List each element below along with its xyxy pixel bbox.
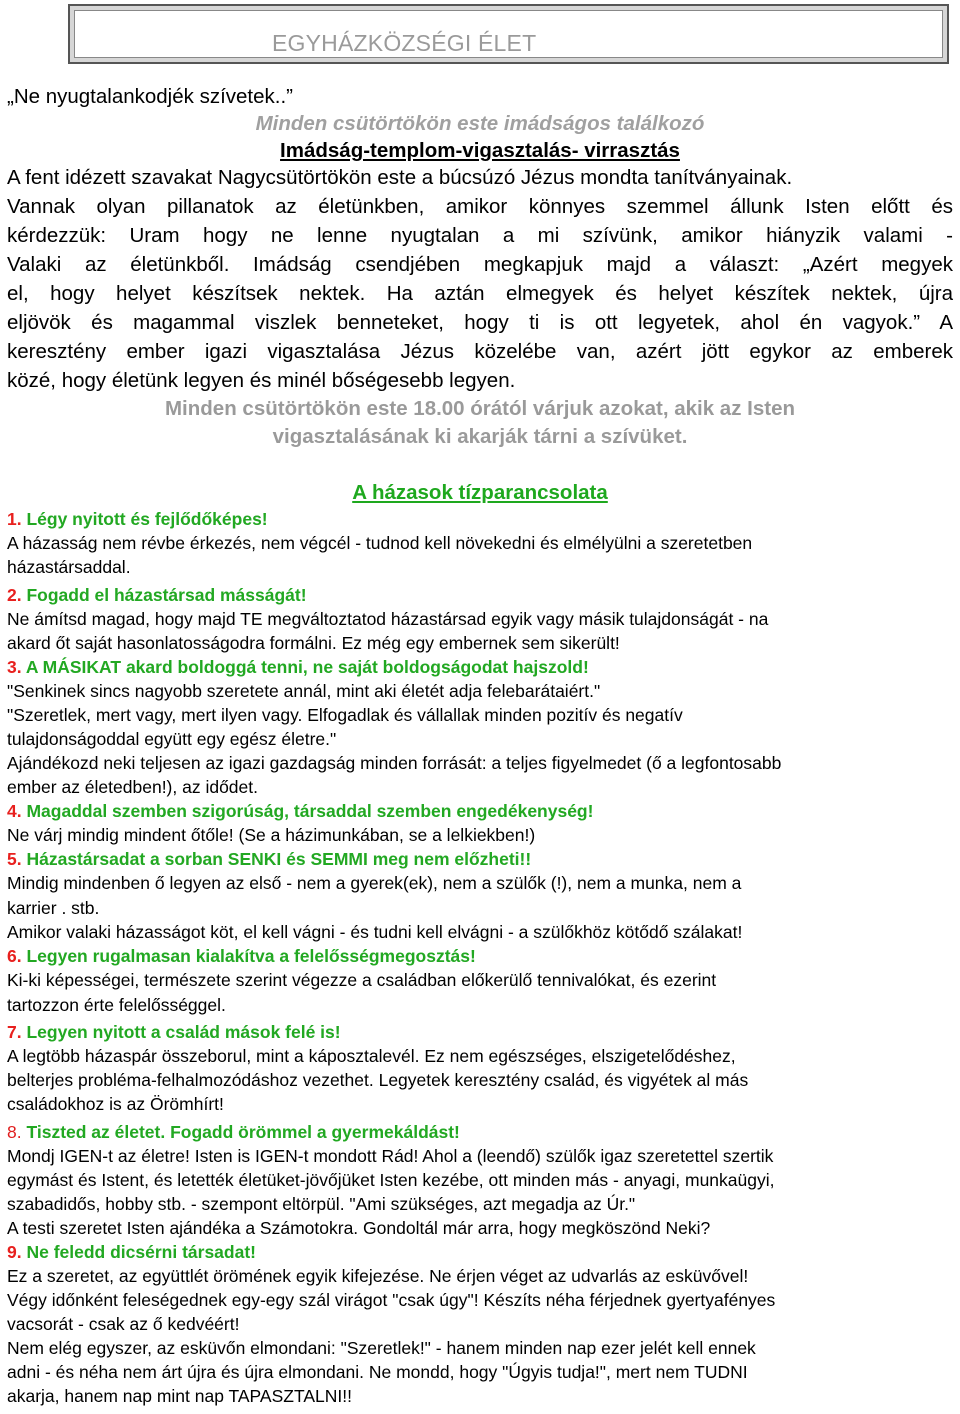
body-line: tartozzon érte felelősséggel. <box>7 995 226 1015</box>
body-line: Amikor valaki házasságot köt, el kell vágni - és tudni kell elvágni - a szülőkhöz kötődő szálakat! <box>7 922 743 942</box>
body-line: Valaki az életünkből. Imádság csendjében megkapjuk majd a választ: „Azért megyek <box>7 253 953 276</box>
commandment-text: Házastársadat a sorban SENKI és SEMMI meg nem előzheti!! <box>21 849 532 869</box>
body-line: Végy időnként feleségednek egy-egy szál virágot "csak úgy"! Készíts néha férjednek gyertyafényes <box>7 1290 776 1310</box>
body-line: vacsorát - csak az ő kedvéért! <box>7 1314 240 1334</box>
commandment-text: Fogadd el házastársad másságát! <box>21 585 307 605</box>
commandment-text: Legyen nyitott a család mások felé is! <box>21 1022 341 1042</box>
body-line: családokhoz is az Örömhírt! <box>7 1094 224 1114</box>
commandment-number: 6. <box>7 946 22 966</box>
commandment-heading <box>7 1022 341 1043</box>
commandment-text: Ne feledd dicsérni társadat! <box>21 1242 256 1262</box>
commandment-number: 3. <box>7 657 22 677</box>
commandment-heading <box>7 1242 256 1263</box>
commandment-number: 2. <box>7 585 22 605</box>
body-line: keresztény ember igazi vigasztalása Jézus közelébe van, azért jött egykor az emberek <box>7 340 953 363</box>
commandment-text: A MÁSIKAT akard boldoggá tenni, ne saját boldogságodat hajszold! <box>21 657 589 677</box>
body-line: kérdezzük: Uram hogy ne lenne nyugtalan a mi szívünk, amikor hiányzik valami - <box>7 224 953 247</box>
article-subtitle: Minden csütörtökön este imádságos találkozó <box>255 112 705 135</box>
commandment-number: 7. <box>7 1022 22 1042</box>
body-line: Ne várj mindig mindent őtőle! (Se a házimunkában, se a lelkiekben!) <box>7 825 536 845</box>
body-line: Nem elég egyszer, az esküvőn elmondani: "Szeretlek!" - hanem minden nap ezer jelét kell ennek <box>7 1338 756 1358</box>
body-line: A fent idézett szavakat Nagycsütörtökön este a búcsúzó Jézus mondta tanítványainak. <box>7 166 793 189</box>
body-line: A házasság nem révbe érkezés, nem végcél - tudnod kell növekedni és elmélyülni a szeretetben <box>7 533 753 553</box>
body-line: akard őt saját hasonlatosságodra formálni. Ez még egy embernek sem sikerült! <box>7 633 620 653</box>
commandment-heading <box>7 801 593 822</box>
commandment-text: Légy nyitott és fejlődőképes! <box>21 509 268 529</box>
body-line: közé, hogy életünk legyen és minél bőségesebb legyen. <box>7 369 516 392</box>
section-title: EGYHÁZKÖZSÉGI ÉLET <box>272 30 537 56</box>
commandment-heading <box>7 509 268 530</box>
article-title: Imádság-templom-vigasztalás- virrasztás <box>280 139 680 162</box>
commandment-heading <box>7 1122 460 1143</box>
tenrules-title: A házasok tízparancsolata <box>352 481 608 504</box>
body-line: Ki-ki képességei, természete szerint végezze a családban előkerülő tennivalókat, és ezerint <box>7 970 717 990</box>
commandment-number: 1. <box>7 509 22 529</box>
body-line: A legtöbb házaspár összeborul, mint a káposztalevél. Ez nem egészséges, elszigetelődéshez, <box>7 1046 736 1066</box>
commandment-heading <box>7 657 589 678</box>
commandment-number: 9. <box>7 1242 22 1262</box>
body-line: belterjes probléma-felhalmozódáshoz vezethet. Legyetek keresztény család, és vigyétek al más <box>7 1070 749 1090</box>
invite-line: vigasztalásának ki akarják tárni a szívüket. <box>272 425 688 448</box>
body-line: akarja, hanem nap mint nap TAPASZTALNI!! <box>7 1386 352 1406</box>
body-line: eljövök és magammal viszlek benneteket, hogy ti is ott legyetek, ahol én vagyok.” A <box>7 311 953 334</box>
body-line: Ne ámítsd magad, hogy majd TE megváltoztatod házastársad egyik vagy másik tulajdonságát - na <box>7 609 769 629</box>
commandment-number: 5. <box>7 849 22 869</box>
commandment-text: Tiszted az életet. Fogadd örömmel a gyermekáldást! <box>21 1122 460 1142</box>
commandment-heading <box>7 946 476 967</box>
body-line: szabadidős, hobby stb. - szempont eltörpül. "Ami szükséges, azt megadja az Úr." <box>7 1194 636 1214</box>
commandment-number: 8. <box>7 1122 22 1142</box>
body-line: Mindig mindenben ő legyen az első - nem a gyerek(ek), nem a szülők (!), nem a munka, nem a <box>7 873 742 893</box>
invite-line: Minden csütörtökön este 18.00 órától várjuk azokat, akik az Isten <box>164 397 795 420</box>
body-line: karrier . stb. <box>7 898 100 918</box>
body-line: Ajándékozd neki teljesen az igazi gazdagság minden forrását: a teljes figyelmedet (ő a legfontosabb <box>7 753 782 773</box>
commandment-text: Legyen rugalmasan kialakítva a felelősségmegosztás! <box>21 946 476 966</box>
body-line: adni - és néha nem árt újra és újra elmondani. Ne mondd, hogy "Úgyis tudja!", mert nem TUDNI <box>7 1362 748 1382</box>
body-line: Vannak olyan pillanatok az életünkben, amikor könnyes szemmel állunk Isten előtt és <box>7 195 953 218</box>
commandment-heading <box>7 585 307 606</box>
commandment-number: 4. <box>7 801 22 821</box>
body-line: tulajdonságoddal együtt egy egész életre." <box>7 729 337 749</box>
body-line: ember az életedben!), az idődet. <box>7 777 258 797</box>
body-line: egymást és Istent, és letették életüket-jövőjüket Isten kezébe, ott minden más - anyagi, munkaügyi, <box>7 1170 775 1190</box>
body-line: el, hogy helyet készítsek nektek. Ha aztán elmegyek és helyet készítek nektek, újra <box>7 282 953 305</box>
body-line: "Szeretlek, mert vagy, mert ilyen vagy. Elfogadlak és vállallak minden pozitív és negatív <box>7 705 683 725</box>
body-line: A testi szeretet Isten ajándéka a Számotokra. Gondoltál már arra, hogy megköszönd Neki? <box>7 1218 711 1238</box>
body-line: házastársaddal. <box>7 557 131 577</box>
body-line: Ez a szeretet, az együttlét örömének egyik kifejezése. Ne érjen véget az udvarlás az esküvővel! <box>7 1266 749 1286</box>
body-line: "Senkinek sincs nagyobb szeretete annál, mint aki életét adja felebarátaiért." <box>7 681 601 701</box>
body-line: Mondj IGEN-t az életre! Isten is IGEN-t mondott Rád! Ahol a (leendő) szülők igaz szeretettel szertik <box>7 1146 774 1166</box>
commandment-heading <box>7 849 531 870</box>
quote-line: „Ne nyugtalankodjék szívetek..” <box>7 85 293 108</box>
commandment-text: Magaddal szemben szigorúság, társaddal szemben engedékenység! <box>21 801 594 821</box>
